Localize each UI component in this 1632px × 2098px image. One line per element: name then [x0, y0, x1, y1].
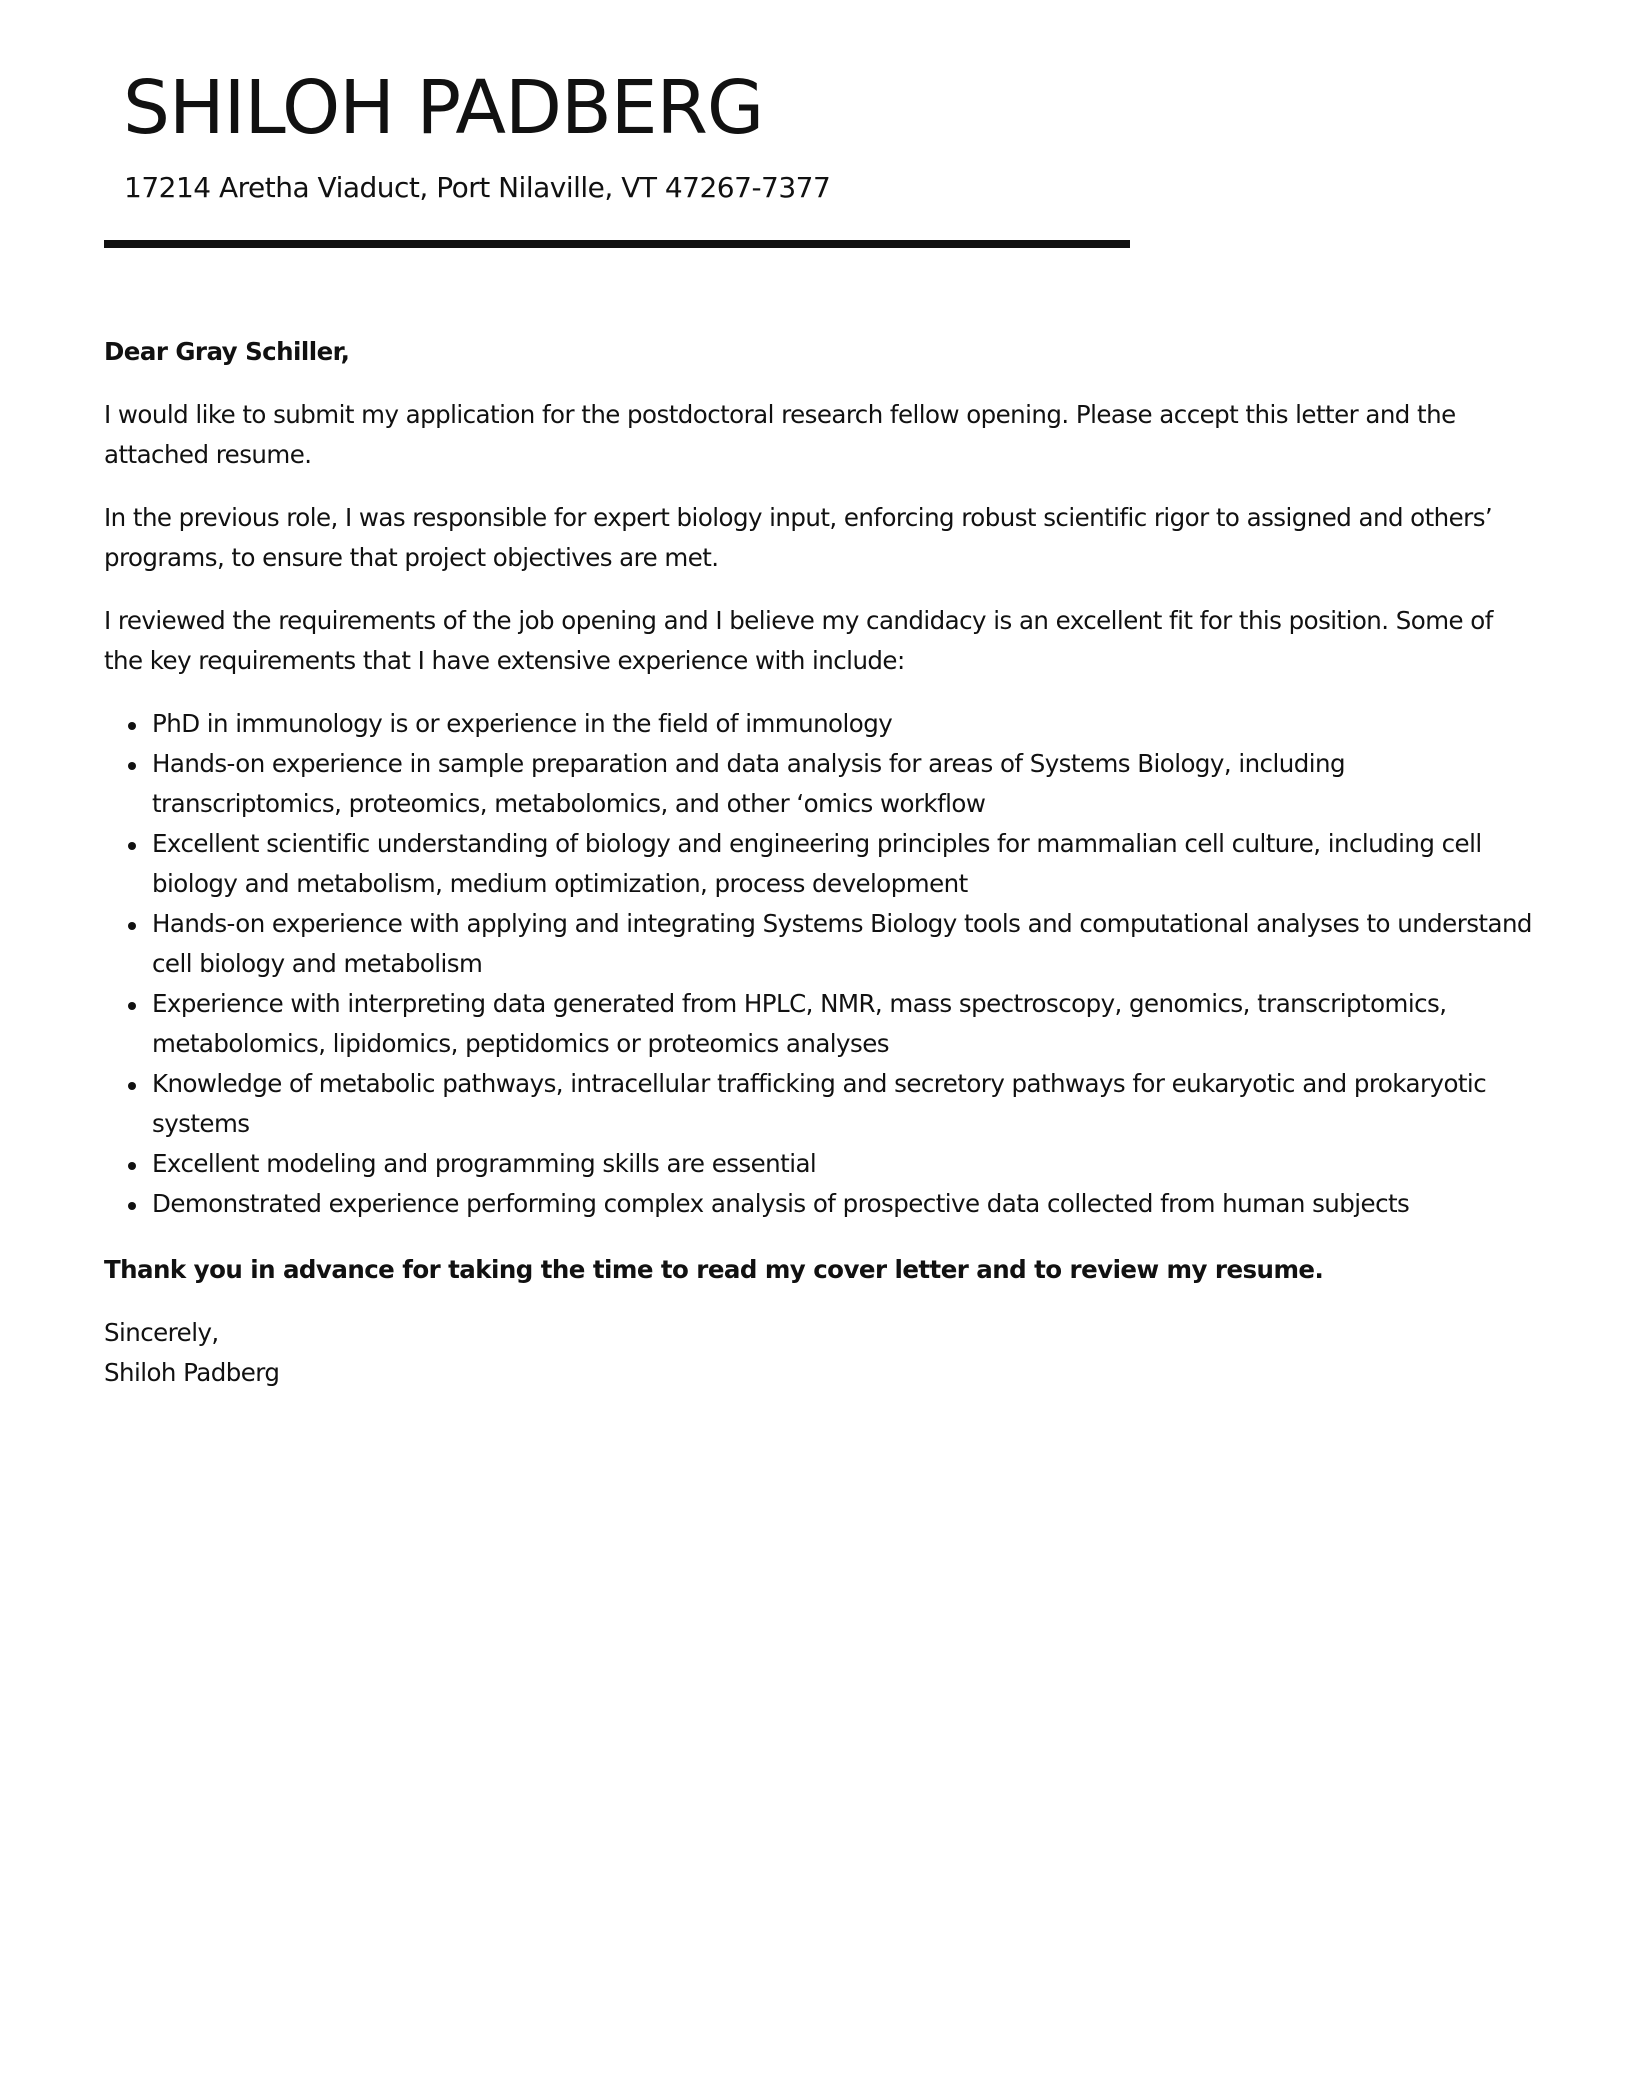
- list-item: [152, 824, 1534, 904]
- list-item: [152, 984, 1534, 1064]
- bullet-icon: [128, 842, 136, 850]
- header-divider: [104, 240, 1130, 248]
- paragraph-intro: I would like to submit my application for the postdoctoral research fellow opening. Please accept this letter and the attached resume.: [104, 400, 1456, 469]
- list-item-text: Hands-on experience in sample preparation and data analysis for areas of Systems Biology, including transcriptomics, proteomics, metabolomics, and other ‘omics workflow: [152, 749, 1345, 818]
- signature-name: Shiloh Padberg: [104, 1358, 280, 1387]
- bullet-icon: [128, 1002, 136, 1010]
- list-item: [152, 1184, 1534, 1224]
- closing-statement: Thank you in advance for taking the time to read my cover letter and to review my resume.: [104, 1255, 1324, 1284]
- list-item-text: Knowledge of metabolic pathways, intracellular trafficking and secretory pathways for eukaryotic and prokaryotic systems: [152, 1069, 1487, 1138]
- list-item-text: Excellent scientific understanding of biology and engineering principles for mammalian cell culture, including cell biology and metabolism, medium optimization, process development: [152, 829, 1482, 898]
- bullet-icon: [128, 762, 136, 770]
- list-item-text: Hands-on experience with applying and integrating Systems Biology tools and computational analyses to understand cell biology and metabolism: [152, 909, 1532, 978]
- salutation: Dear Gray Schiller,: [104, 337, 350, 366]
- letter-body: [104, 332, 1534, 1393]
- bullet-icon: [128, 1082, 136, 1090]
- list-item: [152, 744, 1534, 824]
- paragraph-requirements-intro: I reviewed the requirements of the job opening and I believe my candidacy is an excellent fit for this position. Some of the key requirements that I have extensive experience with include:: [104, 606, 1493, 675]
- paragraph-previous-role: In the previous role, I was responsible for expert biology input, enforcing robust scientific rigor to assigned and others’ programs, to ensure that project objectives are met.: [104, 503, 1493, 572]
- list-item-text: Experience with interpreting data generated from HPLC, NMR, mass spectroscopy, genomics, transcriptomics, metabolomics, lipidomics, peptidomics or proteomics analyses: [152, 989, 1447, 1058]
- list-item-text: PhD in immunology is or experience in the field of immunology: [152, 709, 893, 738]
- list-item: [152, 1064, 1534, 1144]
- applicant-address: 17214 Aretha Viaduct, Port Nilaville, VT 47267-7377: [124, 171, 831, 204]
- bullet-icon: [128, 922, 136, 930]
- list-item: [152, 1144, 1534, 1184]
- bullet-icon: [128, 1202, 136, 1210]
- list-item: [152, 904, 1534, 984]
- bullet-icon: [128, 1162, 136, 1170]
- list-item: [152, 704, 1534, 744]
- requirements-list: [104, 704, 1534, 1224]
- bullet-icon: [128, 722, 136, 730]
- list-item-text: Demonstrated experience performing complex analysis of prospective data collected from human subjects: [152, 1189, 1410, 1218]
- applicant-name: SHILOH PADBERG: [123, 65, 764, 151]
- list-item-text: Excellent modeling and programming skills are essential: [152, 1149, 817, 1178]
- signoff: Sincerely,: [104, 1318, 219, 1347]
